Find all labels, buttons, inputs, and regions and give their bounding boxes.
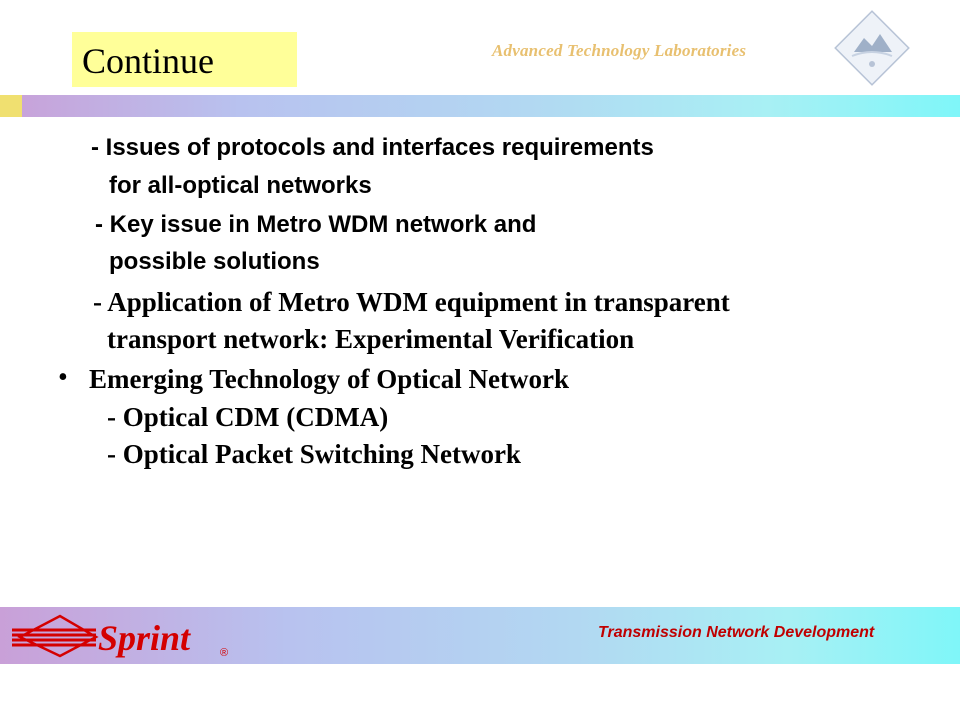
bullet-emerging-technology: Emerging Technology of Optical Network <box>89 364 569 394</box>
sub-item-optical-packet: - Optical Packet Switching Network <box>107 439 521 469</box>
bullet-marker: • <box>58 362 68 393</box>
sprint-logo <box>10 610 235 662</box>
sub-item-protocols-cont: for all-optical networks <box>109 172 372 199</box>
laboratory-emblem-icon <box>832 8 912 88</box>
sprint-wordmark: Sprint <box>98 618 191 658</box>
sub-item-metro-wdm-cont: possible solutions <box>109 248 320 275</box>
department-name: Transmission Network Development <box>598 624 875 641</box>
header-bar-accent <box>0 95 22 117</box>
sub-item-application: - Application of Metro WDM equipment in transparent <box>93 287 730 317</box>
sub-item-metro-wdm: - Key issue in Metro WDM network and <box>95 211 537 238</box>
slide-title: Continue <box>82 41 214 81</box>
sprint-diamond-icon <box>12 616 96 656</box>
lab-name: Advanced Technology Laboratories <box>492 41 747 60</box>
registered-mark: ® <box>220 647 229 659</box>
header-divider-bar <box>0 95 960 117</box>
sub-item-protocols: - Issues of protocols and interfaces requirements <box>91 134 654 161</box>
sub-item-optical-cdm: - Optical CDM (CDMA) <box>107 402 389 432</box>
sub-item-application-cont: transport network: Experimental Verification <box>107 324 635 354</box>
